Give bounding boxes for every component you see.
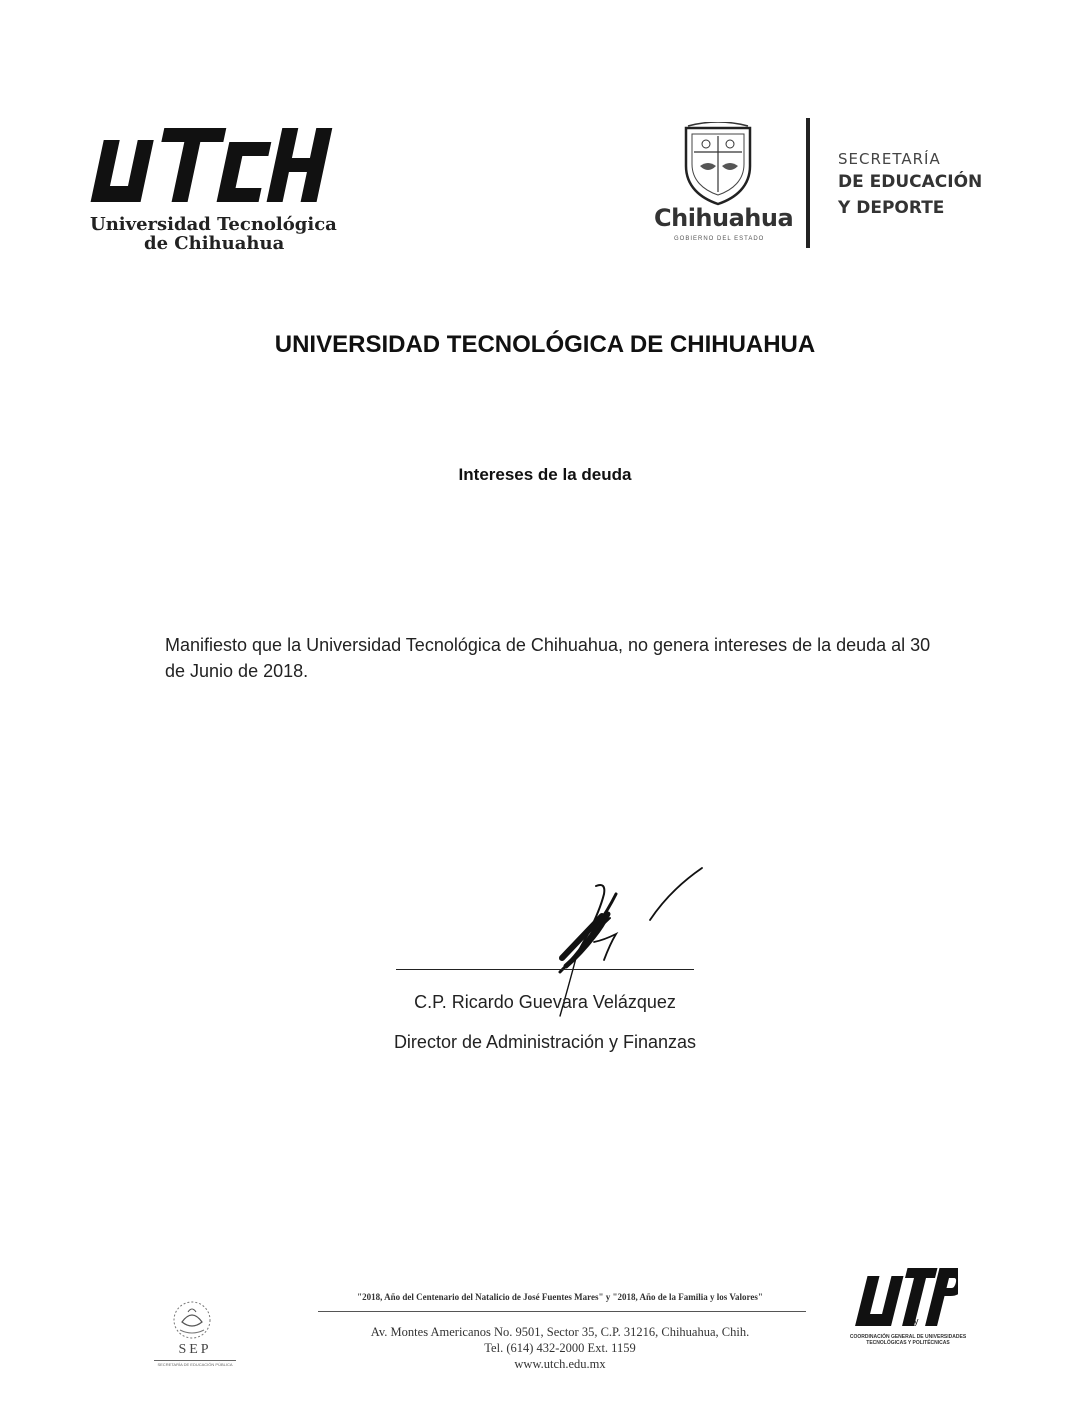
utp-logo-mark bbox=[854, 1266, 958, 1330]
footer-motto: "2018, Año del Centenario del Natalicio de José Fuentes Mares" y "2018, Año de la Familia y los Valores" bbox=[357, 1292, 763, 1302]
signature-line bbox=[396, 969, 694, 970]
footer-rule bbox=[318, 1311, 806, 1312]
utp-caption: COORDINACIÓN GENERAL DE UNIVERSIDADES TECNOLÓGICAS Y POLITÉCNICAS bbox=[849, 1334, 967, 1346]
chihuahua-wordmark: Chihuahua bbox=[654, 204, 794, 232]
document-title: UNIVERSIDAD TECNOLÓGICA DE CHIHUAHUA bbox=[274, 331, 816, 358]
mexican-eagle-seal-icon bbox=[166, 1298, 218, 1342]
utch-logo-mark bbox=[88, 120, 338, 210]
sep-rule bbox=[154, 1360, 236, 1361]
secretaria-line-3: Y DEPORTE bbox=[838, 198, 945, 218]
document-subtitle: Intereses de la deuda bbox=[458, 465, 632, 484]
secretaria-line-2: DE EDUCACIÓN bbox=[838, 172, 983, 192]
chihuahua-subcaption: GOBIERNO DEL ESTADO bbox=[674, 236, 765, 242]
secretaria-line-1: SECRETARÍA bbox=[838, 150, 941, 168]
utch-name-line-2: de Chihuahua bbox=[144, 233, 285, 254]
footer-address: Av. Montes Americanos No. 9501, Sector 35, C.P. 31216, Chihuahua, Chih. bbox=[370, 1325, 750, 1339]
sep-logo bbox=[150, 1298, 240, 1368]
chihuahua-government-logo bbox=[648, 122, 794, 252]
sep-caption: SECRETARÍA DE EDUCACIÓN PÚBLICA bbox=[157, 1362, 233, 1367]
footer-website: www.utch.edu.mx bbox=[514, 1357, 606, 1371]
signer-name: C.P. Ricardo Guevara Velázquez bbox=[414, 992, 676, 1012]
footer-phone: Tel. (614) 432-2000 Ext. 1159 bbox=[484, 1341, 636, 1355]
utch-name-line-1: Universidad Tecnológica bbox=[90, 214, 337, 235]
document-body: Manifiesto que la Universidad Tecnológica de Chihuahua, no genera intereses de la deuda al 30 de Junio de 2018. bbox=[165, 635, 931, 681]
svg-text:y: y bbox=[914, 1316, 919, 1326]
sep-wordmark: SEP bbox=[178, 1342, 212, 1357]
signer-title: Director de Administración y Finanzas bbox=[393, 1032, 697, 1052]
header-divider bbox=[806, 118, 810, 248]
utp-logo bbox=[848, 1266, 968, 1376]
utch-logo bbox=[88, 120, 348, 260]
chihuahua-seal-icon bbox=[680, 122, 756, 206]
